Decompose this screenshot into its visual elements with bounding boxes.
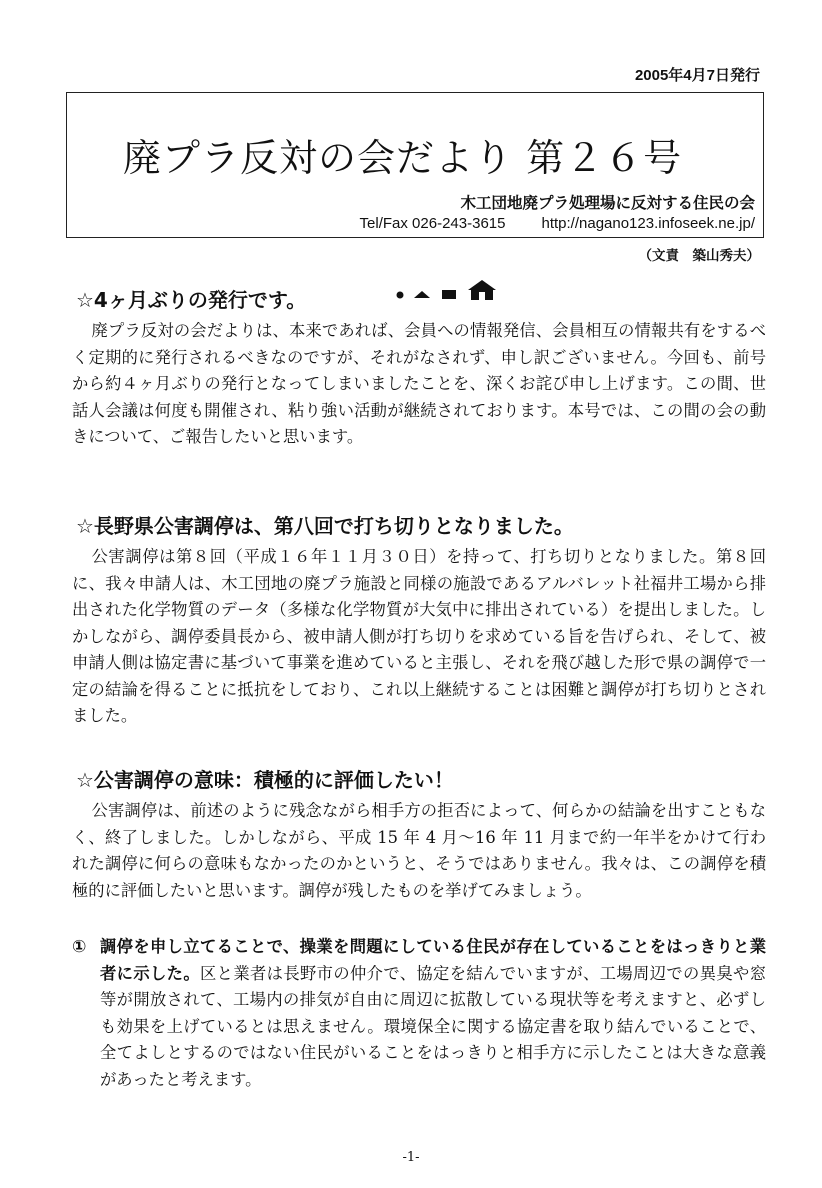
tel-fax: Tel/Fax 026-243-3615 xyxy=(359,215,506,232)
organization-name: 木工団地廃プラ処理場に反対する住民の会 xyxy=(460,194,755,212)
issue-date: 2005年4月7日発行 xyxy=(634,67,760,84)
website-url: http://nagano123.infoseek.ne.jp/ xyxy=(541,215,755,232)
section-body-2: 公害調停は第８回（平成１６年１１月３０日）を持って、打ち切りとなりました。第８回に、我々申請人は、木工団地の廃プラ施設と同様の施設であるアルバレット社福井工場から排出された化学物質のデータ（多様な化学物質が大気中に排出されている）を提出しました。しかしながら、調停委員長から、被申請人側が打ち切りを求めている旨を告げられ、そして、被申請人側は協定書に基づいて事業を進めていると主張し、それを飛び越した形で県の調停で一定の結論を得ることに抵抗をしており、これ以上継続することは困難と調停が打ち切りとされました。 xyxy=(72,547,766,725)
item-text: 区と業者は長野市の仲介で、協定を結んでいますが、工場周辺での異臭や窓等が開放されて、工場内の排気が自由に周辺に拡散している現状等を考えますと、必ずしも効果を上げているとは思えません。環境保全に関する協定書を取り結んでいることで、全てよしとするのではない住民がいることをはっきりと相手方に示したことは大きな意義があったと考えます。 xyxy=(100,963,766,1089)
item-lead: 調停を申し立てることで、操業を問題にしている住民が存在していることをはっきりと業者に示した。 xyxy=(100,937,766,983)
item-number: ① xyxy=(72,937,87,957)
section-heading-2: ☆長野県公害調停は、第八回で打ち切りとなりました。 xyxy=(76,514,574,538)
author-credit: （文責 築山秀夫） xyxy=(638,248,760,264)
newsletter-title: 廃プラ反対の会だより 第２６号 xyxy=(123,136,683,180)
section-heading-3: ☆公害調停の意味：積極的に評価したい！ xyxy=(76,768,454,792)
houses-decoration-icon xyxy=(392,278,504,304)
masthead xyxy=(66,92,764,238)
section-body-1: 廃プラ反対の会だよりは、本来であれば、会員への情報発信、会員相互の情報共有をするべく定期的に発行されるべきなのですが、それがなされず、申し訳ございません。今回も、前号から約４ヶ月ぶりの発行となってしまいましたことを、深くお詫び申し上げます。この間、世話人会議は何度も開催され、粘り強い活動が継続されております。本号では、この間の会の動きについて、ご報告したいと思います。 xyxy=(72,321,766,446)
contact-line xyxy=(360,215,755,232)
page-number: -1- xyxy=(402,1150,420,1165)
section-heading-1: ☆4ヶ月ぶりの発行です。 xyxy=(76,288,307,312)
item-body xyxy=(100,934,766,1093)
list-item xyxy=(72,934,766,1093)
section-body-3: 公害調停は、前述のように残念ながら相手方の拒否によって、何らかの結論を出すこともなく、終了しました。しかしながら、平成 15 年 4 月～16 年 11 月まで約一年半をかけて行われた調停に何らの意味もなかったのかというと、そうではありません。我々は、この調停を積極的に評価したいと思います。調停が残したものを挙げてみましょう。 xyxy=(72,801,766,900)
